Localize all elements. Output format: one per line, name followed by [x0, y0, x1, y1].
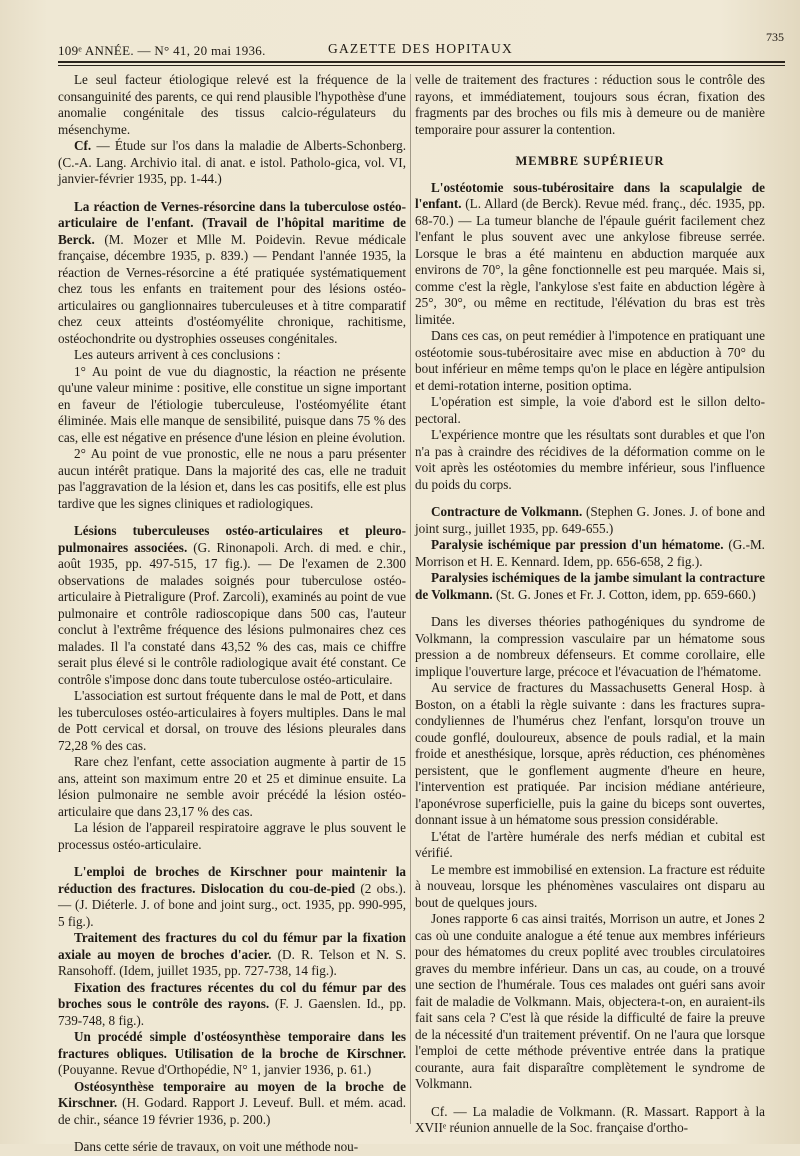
column-divider [410, 74, 411, 1124]
page-number: 735 [766, 30, 784, 44]
paragraph-heading: Fixation des fractures récentes du col du fémur par des broches sous le contrôle des rayons. [58, 979, 406, 1011]
paragraph-text: (F. J. Gaenslen. Id., pp. 739-748, 8 fig.). [58, 996, 407, 1028]
paragraph-heading: Ostéosynthèse temporaire au moyen de la broche de Kirschner. [58, 1078, 406, 1110]
paragraph-text: (2 obs.). — (J. Diéterle. J. of bone and joint surg., oct. 1935, pp. 990-995, 5 fig.). [58, 880, 406, 929]
paragraph [58, 864, 406, 930]
paragraph [415, 72, 765, 138]
paragraph [415, 394, 765, 427]
paragraph [58, 754, 406, 820]
paragraph-heading: Paralysies ischémiques de la jambe simulant la contracture de Volkmann. [415, 570, 765, 602]
right-column-continuation [415, 72, 765, 138]
paragraph-heading: L'ostéotomie sous-tubérositaire dans la scapulalgie de l'enfant. [415, 179, 765, 211]
right-column [415, 72, 765, 1135]
paragraph-text: — Étude sur l'os dans la maladie de Alberts-Schonberg. (C.-A. Lang. Archivio ital. di anat. e istol. Patholo-gica, vol. VI, janvier-février 1935, pp. 1-44.) [58, 138, 406, 186]
paragraph-text: 1° Au point de vue du diagnostic, la réaction ne présente qu'une valeur minime : positive, elle constitue un signe important en faveur de l'étiologie tuberculeuse, l'ostéomyélite étant éliminée. Mais elle manque de sensibilité, puisque dans 75 % des cas, elle est négative en présence d'une lésion en pleine évolution. [58, 363, 406, 445]
paragraph-text: (D. R. Telson et N. S. Ransohoff. (Idem, juillet 1935, pp. 727-738, 14 fig.). [58, 946, 406, 978]
paragraph-text: (H. Godard. Rapport J. Leveuf. Bull. et mém. acad. de chir., séance 19 février 1936, p. 200.) [58, 1095, 406, 1127]
section-heading: MEMBRE SUPÉRIEUR [515, 154, 665, 168]
paragraph-heading: Cf. [74, 138, 92, 153]
paragraph-text: L'opération est simple, la voie d'abord est le sillon delto-pectoral. [415, 394, 765, 426]
paragraph [415, 570, 765, 603]
paragraph-text: (M. Mozer et Mlle M. Poidevin. Revue médicale française, décembre 1935, p. 839.) — Pendant l'année 1935, la réaction de Vernes-résorcine a été pratiquée systématiquement chez tous les enfants en traitement pour des lésions ostéo-articulaires ou ganglionnaires tuberculeuses et à titre comparatif chez ceux atteints d'ostéomyélite chronique, rachitisme, ostéochondrite ou dystrophies osseuses congénitales. [58, 231, 406, 346]
paragraph-text: velle de traitement des fractures : réduction sous le contrôle des rayons, et immédiatement, toujours sous écran, fixation des fragments par des broches ou fils mis à demeure ou de manière temporaire pour assurer la contention. [415, 72, 765, 137]
paragraph-text: (G.-M. Morrison et H. E. Kennard. Idem, pp. 656-658, 2 fig.). [415, 537, 765, 569]
header-rule-thin [58, 65, 785, 66]
paragraph-text: Cf. — La maladie de Volkmann. (R. Massart. Rapport à la XVIIᵉ réunion annuelle de la Soc. française d'ortho- [415, 1103, 765, 1135]
paragraph [58, 1079, 406, 1129]
paragraph [415, 680, 765, 829]
paragraph-text: La lésion de l'appareil respiratoire aggrave le plus souvent le processus ostéo-articulaire. [58, 820, 406, 852]
paragraph-text: Jones rapporte 6 cas ainsi traités, Morrison un autre, et Jones 2 cas où une conduite analogue a été tenue aux membres inférieurs pour des hématomes du creux poplité avec troubles circulatoires graves du membre inférieur. Dans un cas, au coude, on a trouvé une section de l'humérale. Tous ces malades ont guéri sans avoir fait de maladie de Volkmann. Mais, objectera-t-on, en auraient-ils fait sans cela ? C'est là que réside la difficulté de faire la preuve de la nécessité d'un traitement préventif. On ne l'aura que lorsque l'emploi de cette méthode préventive entrée dans la pratique courante, aura fait disparaître complètement le syndrome de Volkmann. [415, 911, 765, 1091]
paragraph-text: (L. Allard (de Berck). Revue méd. franç., déc. 1935, pp. 68-70.) — La tumeur blanche de l'épaule guérit facilement chez l'enfant le plus souvent avec une ankylose fibreuse serrée. Lorsque le bras a été maintenu en abduction marquée aux environs de 70°, la gêne fonctionnelle est peu marquée. Mais si, comme c'est la règle, l'ankylose s'est faite en abduction légère à 25°, 30°, ou même en rectitude, l'élévation du bras est très limitée. [415, 196, 765, 327]
paragraph-heading: Traitement des fractures du col du fémur par la fixation axiale au moyen de broches d'acier. [58, 930, 406, 962]
paragraph [415, 614, 765, 680]
paragraph-text: Au service de fractures du Massachusetts General Hosp. à Boston, on a établi la règle suivante : dans les fractures supra-condyliennes de l'humérus chez l'enfant, lorsqu'on trouve un coude gonflé, douloureux, absence de pouls radial, et la main froide et anesthésique, lorsque, après réduction, ces phénomènes persistent, que le gonflement augmente d'heure en heure, l'intervention est pratiquée. Par incision médiane antérieure, l'aponévrose superficielle, puis la gaine du biceps sont ouvertes, donnant issue à un hématome sous pression considérable. [415, 680, 765, 827]
paragraph [58, 138, 406, 188]
paragraph-text: (Pouyanne. Revue d'Orthopédie, N° 1, janvier 1936, p. 61.) [58, 1062, 372, 1077]
paragraph-heading: Lésions tuberculeuses ostéo-articulaires et pleuro-pulmonaires associées. [58, 523, 406, 555]
paragraph-text: Rare chez l'enfant, cette association augmente à partir de 15 ans, atteint son maximum entre 20 et 25 et diminue ensuite. La lésion pulmonaire ne semble avoir précédé la lésion ostéo-articulaire que dans 23,17 % des cas. [58, 754, 406, 819]
paragraph [58, 1029, 406, 1079]
paragraph [415, 427, 765, 493]
paragraph-text: Dans les diverses théories pathogéniques du syndrome de Volkmann, la compression vasculaire par un hématome sous pression a de nombreux défenseurs. Et comme corollaire, elle implique l'ouverture large, précoce et l'évacuation de l'hématome. [415, 614, 765, 679]
paragraph [58, 446, 406, 512]
paragraph-text: Dans ces cas, on peut remédier à l'impotence en pratiquant une ostéotomie sous-tubérositaire avec mise en abduction à 70° du bout inférieur en même temps qu'on le place en légère antipulsion et demi-rotation interne, position optima. [415, 328, 765, 393]
paragraph [415, 862, 765, 912]
paragraph-text: Le seul facteur étiologique relevé est la fréquence de la consanguinité des parents, ce qui rend plausible l'hypothèse d'une anomalie congénitale des tissus calcio-régulateurs du mésenchyme. [58, 72, 406, 137]
issue-line: 109ᵉ ANNÉE. — N° 41, 20 mai 1936. [58, 43, 266, 58]
paragraph-text: Dans cette série de travaux, on voit une méthode nou- [74, 1139, 359, 1154]
paragraph-heading: L'emploi de broches de Kirschner pour maintenir la réduction des fractures. Dislocation du cou-de-pied [58, 864, 406, 896]
paragraph [58, 930, 406, 980]
paragraph [415, 1104, 765, 1137]
paragraph-heading: Contracture de Volkmann. [431, 504, 583, 519]
paragraph [58, 688, 406, 754]
paragraph-text: 2° Au point de vue pronostic, elle ne nous a paru présenter aucun intérêt pratique. Dans la majorité des cas, elle ne traduit pas l'aggravation de la lésion et, dans les cas positifs, elle est plus tardive que les signes cliniques et radiologiques. [58, 446, 406, 511]
paragraph [58, 980, 406, 1030]
paragraph-text: (Stephen G. Jones. J. of bone and joint surg., juillet 1935, pp. 649-655.) [415, 504, 765, 536]
paragraph-text: L'expérience montre que les résultats sont durables et que l'on n'a pas à craindre des récidives de la déformation comme on le voit après les ostéotomies du membre inférieur, sous l'influence du poids du corps. [415, 427, 765, 492]
paragraph [58, 523, 406, 688]
paragraph [58, 1139, 406, 1156]
paragraph [58, 820, 406, 853]
paragraph-text: Le membre est immobilisé en extension. La fracture est réduite à nouveau, lorsque les phénomènes vasculaires ont disparu au bout de quelques jours. [415, 861, 765, 910]
running-header [58, 30, 788, 60]
paragraph [415, 829, 765, 862]
paragraph [415, 504, 765, 537]
paragraph-heading: Un procédé simple d'ostéosynthèse temporaire dans les fractures obliques. Utilisation de la broche de Kirschner. [58, 1029, 406, 1061]
paragraph-text: L'association est surtout fréquente dans le mal de Pott, et dans les tuberculoses ostéo-articulaires à foyers multiples. Dans le mal de Pott cervical et dorsal, on trouve des lésions pleurales dans 72,28 % des cas. [58, 688, 406, 753]
paragraph-heading: Paralysie ischémique par pression d'un hématome. [431, 537, 724, 552]
paragraph [58, 347, 406, 364]
journal-title: GAZETTE DES HOPITAUX [328, 41, 513, 56]
header-rule-thick [58, 61, 785, 63]
paragraph [58, 199, 406, 348]
paragraph [415, 328, 765, 394]
paragraph [415, 537, 765, 570]
paragraph-heading: La réaction de Vernes-résorcine dans la tuberculose ostéo-articulaire de l'enfant. (Travail de l'hôpital maritime de Berck. [58, 198, 406, 247]
paragraph [415, 180, 765, 329]
paragraph [415, 911, 765, 1093]
paragraph-text: (G. Rinonapoli. Arch. di med. e chir., août 1935, pp. 497-515, 17 fig.). — De l'examen de 2.300 observations de malades soignés pour tuberculose ostéo-articulaire à Pietraligure (Prof. Zarcoli), examinés au point de vue pulmonaire et contrôle radioscopique dans 500 cas, l'auteur conclut à l'extrême fréquence des lésions pulmonaires chez ces malades. Il l'a constaté dans 43,52 % des cas, mais ce chiffre serait plus élevé si le contrôle radiologique avait été constant. Ce contrôle s'impose donc dans toute tuberculose ostéo-articulaire. [58, 539, 406, 687]
paragraph-text: (St. G. Jones et Fr. J. Cotton, idem, pp. 659-660.) [492, 586, 756, 602]
left-column [58, 72, 407, 1154]
right-column-body [415, 180, 765, 1137]
paragraph [58, 364, 406, 447]
paragraph-text: L'état de l'artère humérale des nerfs médian et cubital est vérifié. [415, 828, 765, 860]
paragraph-text: Les auteurs arrivent à ces conclusions : [74, 347, 281, 362]
paragraph [58, 72, 406, 138]
